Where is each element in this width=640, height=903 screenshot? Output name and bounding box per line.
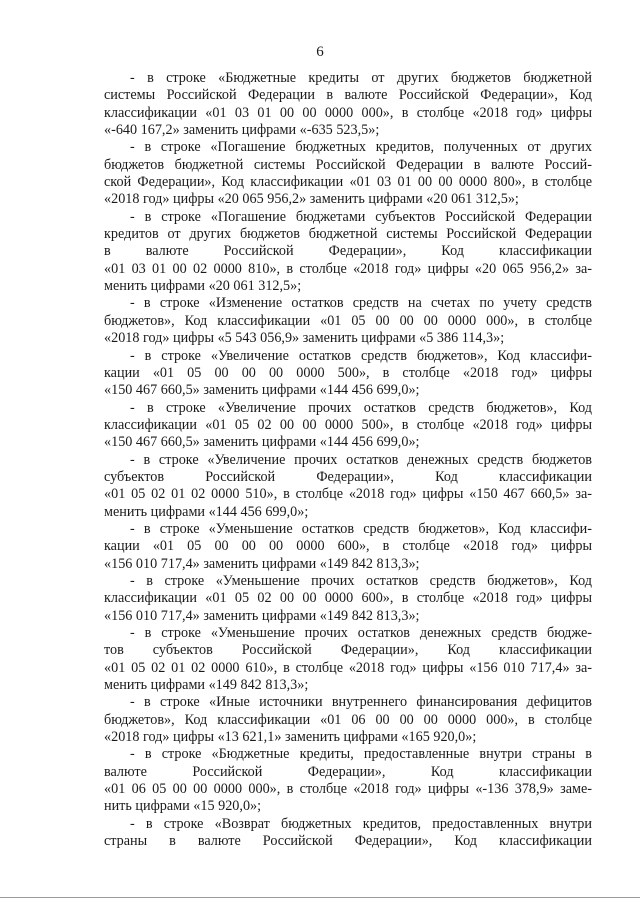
amendment-paragraph xyxy=(104,70,592,139)
amendment-paragraph xyxy=(104,694,592,746)
paragraph-line: - в строке «Погашение бюджетных кредитов, полученных от других xyxy=(130,139,592,156)
page-number: 6 xyxy=(316,44,324,60)
paragraph-line: классификации «01 05 02 00 00 0000 500», в столбце «2018 год» цифры xyxy=(104,416,592,433)
paragraph-line: «2018 год» цифры «13 621,1» заменить цифрами «165 920,0»; xyxy=(104,729,477,746)
paragraph-line: - в строке «Увеличение остатков средств бюджетов», Код классифи- xyxy=(130,347,592,364)
paragraph-line: классификации «01 05 02 00 00 0000 600», в столбце «2018 год» цифры xyxy=(104,590,592,607)
amendment-paragraph xyxy=(104,209,592,296)
paragraph-line: кредитов от других бюджетов бюджетной системы Российской Федерации xyxy=(104,226,592,243)
paragraph-line: - в строке «Бюджетные кредиты от других бюджетов бюджетной xyxy=(130,70,592,86)
paragraph-line: - в строке «Погашение бюджетами субъектов Российской Федерации xyxy=(130,208,592,225)
paragraph-line: «01 03 01 00 02 0000 810», в столбце «2018 год» цифры «20 065 956,2» за- xyxy=(104,260,592,277)
amendment-paragraph xyxy=(104,295,592,347)
paragraph-line: системы Российской Федерации в валюте Российской Федерации», Код xyxy=(104,87,592,104)
paragraph-line: кации «01 05 00 00 00 0000 600», в столбце «2018 год» цифры xyxy=(104,538,592,555)
paragraph-line: в валюте Российской Федерации», Код классификации xyxy=(104,243,592,260)
amendment-paragraph xyxy=(104,816,592,851)
amendment-paragraph xyxy=(104,139,592,208)
paragraph-line: кации «01 05 00 00 00 0000 500», в столбце «2018 год» цифры xyxy=(104,364,592,381)
paragraph-line: «01 05 02 01 02 0000 510», в столбце «2018 год» цифры «150 467 660,5» за- xyxy=(104,486,592,503)
amendment-paragraph xyxy=(104,625,592,694)
document-body xyxy=(104,70,592,850)
paragraph-line: - в строке «Увеличение прочих остатков средств бюджетов», Код xyxy=(130,399,592,416)
amendment-paragraph xyxy=(104,400,592,452)
paragraph-line: - в строке «Изменение остатков средств на счетах по учету средств xyxy=(130,295,592,312)
paragraph-line: - в строке «Бюджетные кредиты, предоставленные внутри страны в xyxy=(130,746,592,763)
amendment-paragraph xyxy=(104,573,592,625)
paragraph-line: менить цифрами «20 061 312,5»; xyxy=(104,278,302,295)
paragraph-line: бюджетов бюджетной системы Российской Федерации в валюте Россий- xyxy=(104,156,592,173)
paragraph-line: нить цифрами «15 920,0»; xyxy=(104,798,262,815)
page-bottom-edge xyxy=(0,897,640,898)
paragraph-line: - в строке «Уменьшение прочих остатков средств бюджетов», Код xyxy=(130,572,592,589)
paragraph-line: - в строке «Увеличение прочих остатков денежных средств бюджетов xyxy=(130,451,592,468)
paragraph-line: - в строке «Уменьшение прочих остатков денежных средств бюдже- xyxy=(130,625,592,641)
paragraph-line: классификации «01 03 01 00 00 0000 000», в столбце «2018 год» цифры xyxy=(104,104,592,121)
paragraph-line: бюджетов», Код классификации «01 06 00 00 00 0000 000», в столбце xyxy=(104,711,592,728)
paragraph-line: «150 467 660,5» заменить цифрами «144 456 699,0»; xyxy=(104,434,420,451)
paragraph-line: «2018 год» цифры «20 065 956,2» заменить цифрами «20 061 312,5»; xyxy=(104,191,519,208)
paragraph-line: «156 010 717,4» заменить цифрами «149 842 813,3»; xyxy=(104,555,420,572)
amendment-paragraph xyxy=(104,348,592,400)
paragraph-line: менить цифрами «149 842 813,3»; xyxy=(104,677,309,694)
paragraph-line: «01 05 02 01 02 0000 610», в столбце «2018 год» цифры «156 010 717,4» за- xyxy=(104,659,592,676)
paragraph-line: субъектов Российской Федерации», Код классификации xyxy=(104,468,592,485)
amendment-paragraph xyxy=(104,746,592,815)
paragraph-line: «2018 год» цифры «5 543 056,9» заменить цифрами «5 386 114,3»; xyxy=(104,330,505,347)
paragraph-line: «01 06 05 00 00 0000 000», в столбце «2018 год» цифры «-136 378,9» заме- xyxy=(104,781,592,798)
paragraph-line: менить цифрами «144 456 699,0»; xyxy=(104,503,309,520)
paragraph-line: тов субъектов Российской Федерации», Код классификации xyxy=(104,642,592,659)
amendment-paragraph xyxy=(104,452,592,521)
paragraph-line: валюте Российской Федерации», Код классификации xyxy=(104,763,592,780)
paragraph-line: «-640 167,2» заменить цифрами «-635 523,5»; xyxy=(104,122,380,139)
paragraph-line: страны в валюте Российской Федерации», Код классификации xyxy=(104,833,592,850)
paragraph-line: - в строке «Иные источники внутреннего финансирования дефицитов xyxy=(130,694,592,711)
paragraph-line: ской Федерации», Код классификации «01 03 01 00 00 0000 800», в столбце xyxy=(104,174,592,191)
paragraph-line: бюджетов», Код классификации «01 05 00 00 00 0000 000», в столбце xyxy=(104,312,592,329)
paragraph-line: - в строке «Уменьшение остатков средств бюджетов», Код классифи- xyxy=(130,520,592,537)
paragraph-line: «156 010 717,4» заменить цифрами «149 842 813,3»; xyxy=(104,607,420,624)
amendment-paragraph xyxy=(104,521,592,573)
paragraph-line: - в строке «Возврат бюджетных кредитов, предоставленных внутри xyxy=(130,815,592,832)
paragraph-line: «150 467 660,5» заменить цифрами «144 456 699,0»; xyxy=(104,382,420,399)
